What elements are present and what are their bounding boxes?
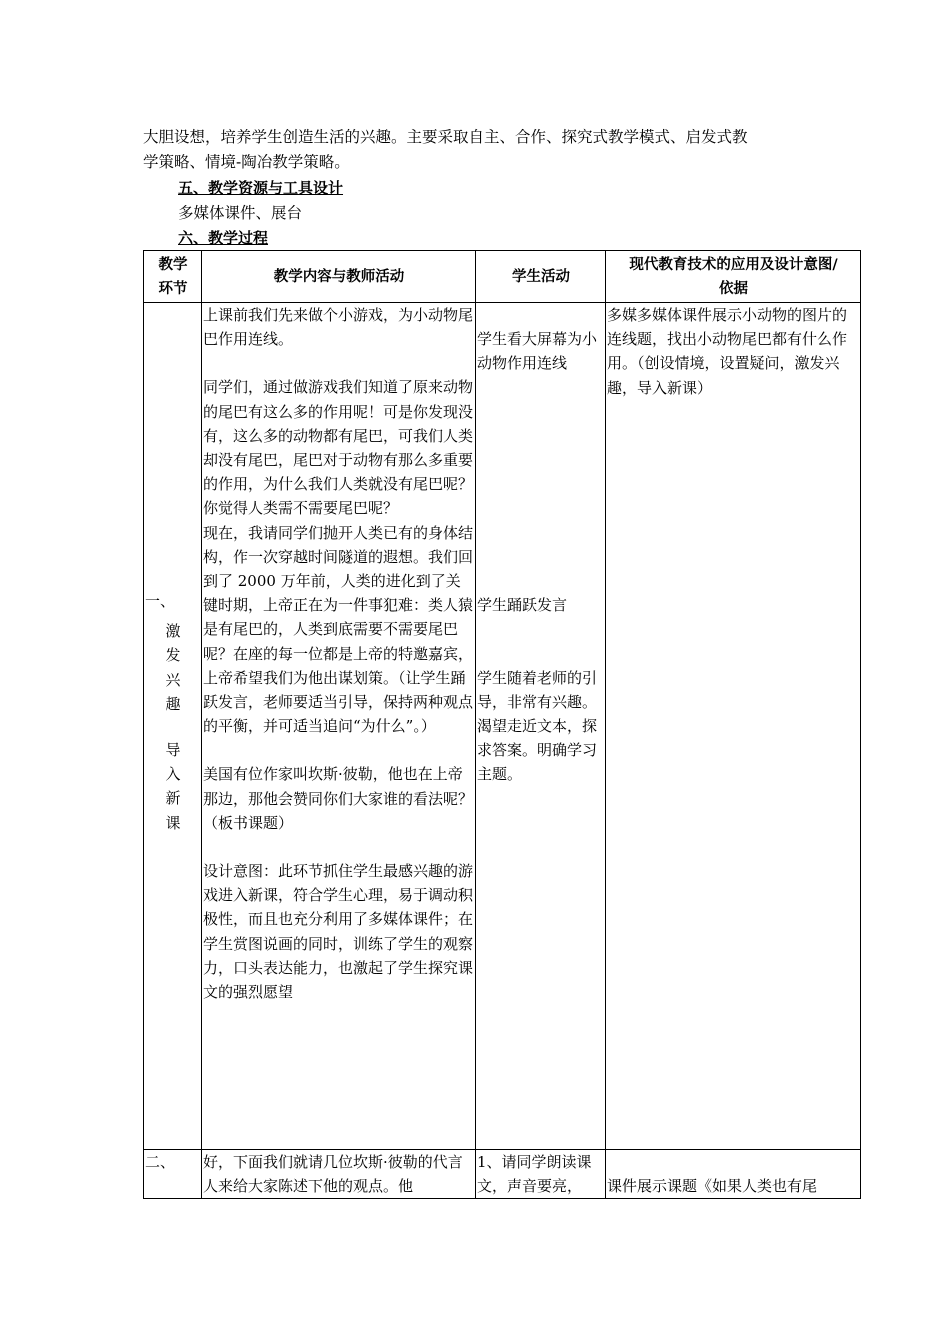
- student-activity: 学生踊跃发言: [477, 596, 568, 615]
- table-row: [144, 1150, 861, 1199]
- tech-description: 多媒多媒体课件展示小动物的图片的连线题，找出小动物尾巴都有什么作用。（创设情境，设置疑问，激发兴趣，导入新课）: [607, 306, 848, 397]
- stage-char: 新: [165, 789, 181, 808]
- student-activity: 1、请同学朗读课文，声音要亮，: [477, 1153, 592, 1196]
- teacher-paragraph: （板书课题）: [203, 813, 294, 832]
- tech-application-cell: [606, 303, 861, 1150]
- header-teacher: 教学内容与教师活动: [202, 251, 476, 303]
- intro-line-1: 大胆设想，培养学生创造生活的兴趣。主要采取自主、合作、探究式教学模式、启发式教: [143, 128, 748, 146]
- header-tech-line2: 依据: [719, 280, 748, 297]
- header-student: 学生活动: [476, 251, 606, 303]
- section5-content: 多媒体课件、展台: [178, 204, 303, 222]
- section5-heading: 五、教学资源与工具设计: [178, 179, 344, 197]
- stage-char: 激: [165, 622, 181, 641]
- stage-char: 导: [165, 741, 181, 760]
- table-row: [144, 303, 861, 1150]
- student-activity-cell: [476, 303, 606, 1150]
- design-intent-paragraph: 设计意图：此环节抓住学生最感兴趣的游戏进入新课，符合学生心理，易于调动积极性，而且也充分利用了多媒体课件；在学生赏图说画的同时，训练了学生的观察力，口头表达能力，也激起了学生探究课文的强烈愿望: [203, 862, 474, 1002]
- table-header-row: [144, 251, 861, 303]
- header-tech-line1: 现代教育技术的应用及设计意图/: [629, 256, 838, 273]
- section6-heading: 六、教学过程: [178, 229, 269, 247]
- teacher-paragraph: 好，下面我们就请几位坎斯·彼勒的代言人来给大家陈述下他的观点。他: [203, 1153, 463, 1196]
- stage-char: 课: [165, 813, 181, 832]
- tech-application-cell: [606, 1150, 861, 1199]
- tech-description: 课件展示课题《如果人类也有尾: [607, 1177, 818, 1195]
- header-stage-line2: 环节: [158, 280, 188, 297]
- stage-char: 兴: [165, 670, 181, 689]
- intro-line-2: 学策略、情境-陶冶教学策略。: [143, 153, 350, 171]
- teaching-process-table: [143, 250, 861, 1199]
- student-activity: 学生随着老师的引导，非常有兴趣。渴望走近文本，探求答案。明确学习主题。: [477, 668, 598, 784]
- teacher-activity-cell: [202, 303, 476, 1150]
- teacher-paragraph: 同学们，通过做游戏我们知道了原来动物的尾巴有这么多的作用呢！可是你发现没有，这么多的动物都有尾巴，可我们人类却没有尾巴，尾巴对于动物有那么多重要的作用，为什么我们人类就没有尾巴呢？你觉得人类需不需要尾巴呢？: [203, 378, 474, 518]
- student-activity-cell: [476, 1150, 606, 1199]
- teacher-paragraph: 美国有位作家叫坎斯·彼勒，他也在上帝那边，那他会赞同你们大家谁的看法呢？: [203, 765, 474, 808]
- stage-title: [145, 613, 201, 835]
- teacher-activity-cell: [202, 1150, 476, 1199]
- stage-char: 入: [165, 765, 181, 784]
- stage-cell: [144, 303, 202, 1150]
- stage-cell: [144, 1150, 202, 1199]
- teacher-paragraph: 上课前我们先来做个小游戏，为小动物尾巴作用连线。: [203, 306, 474, 349]
- stage-char: 趣: [165, 694, 181, 713]
- stage-number: 二、: [145, 1153, 176, 1171]
- stage-number: 一、: [145, 592, 176, 610]
- teacher-paragraph: 现在，我请同学们抛开人类已有的身体结构，作一次穿越时间隧道的遐想。我们回到了 2000 万年前，人类的进化到了关键时期，上帝正在为一件事犯难：类人猿是有尾巴的，人类到底需要不需要尾巴呢？在座的每一位都是上帝的特邀嘉宾，上帝希望我们为他出谋划策。（让学生踊跃发言，老师要适当引导，保持两种观点的平衡，并可适当追问“为什么”。）: [203, 523, 474, 736]
- student-activity: 学生看大屏幕为小动物作用连线: [477, 330, 598, 373]
- header-stage: [144, 251, 202, 303]
- header-tech: [606, 251, 861, 303]
- header-stage-line1: 教学: [158, 256, 188, 273]
- stage-char: 发: [165, 646, 181, 665]
